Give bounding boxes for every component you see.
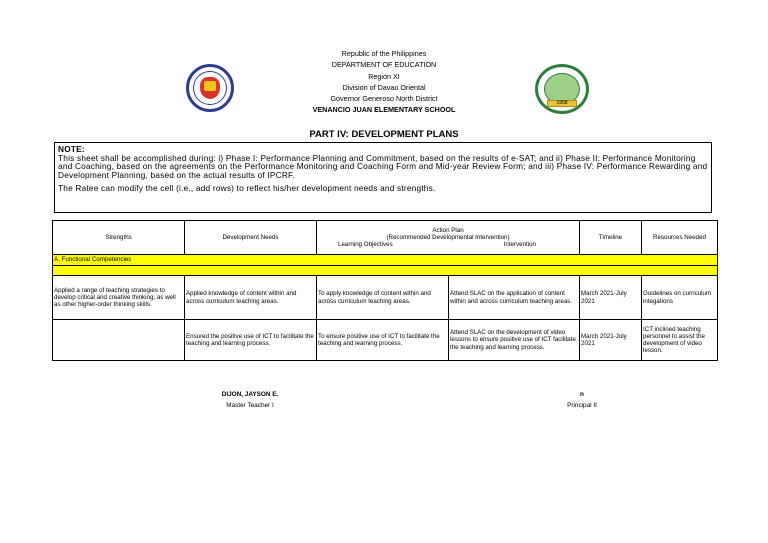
cell-intervention: Attend SLAC on the development of video lessons to ensure positive use of ICT facilitate the teaching and learning process. [449,320,580,361]
cell-resources: ICT inclined teaching personnel to assist the development of video lesson. [642,320,718,361]
spacer-row [53,266,718,276]
header-action-plan [317,221,580,255]
section-label: A. Functional Competencies [53,255,718,266]
cell-intervention: Attend SLAC on the application of content within and across curriculum teaching areas. [449,276,580,320]
cell-timeline: March 2021-July 2021 [580,320,642,361]
header-resources: Resources Needed [642,221,718,255]
section-row [53,255,718,266]
table-header-row [53,221,718,255]
cell-resources: Guidelines on curriculum integations [642,276,718,320]
header-division: Division of Davao Oriental [342,82,426,92]
header-learning-objectives: Learning Objectives [338,241,393,249]
header-action-plan-title: Action Plan [432,226,464,234]
header-strengths: Strengths [53,221,185,255]
ratee-title: Master Teacher I [226,402,274,409]
document-header [0,48,768,116]
ratee-signature [200,389,300,411]
header-school: VENANCIO JUAN ELEMENTARY SCHOOL [312,105,456,115]
table-row [53,276,718,320]
note-box [54,142,712,213]
rater-signature [532,389,632,411]
cell-strengths [53,320,185,361]
cell-learning-objectives: To ensure positive use of ICT to facilitate the teaching and learning process. [317,320,449,361]
cell-learning-objectives: To apply knowledge of content within and across curriculum teaching areas. [317,276,449,320]
header-department: DEPARTMENT OF EDUCATION [331,60,437,70]
header-recommended: (Recommended Developmental Intervention) [386,233,510,241]
note-text-modify: The Ratee can modify the cell (i.e., add rows) to reflect his/her development needs and strengths. [58,183,436,194]
header-intervention: Intervention [503,241,536,249]
cell-strengths: Applied a range of teaching strategies to develop critical and creative thinking, as well as other higher-order thinking skills. [53,276,185,320]
rater-name: n [580,391,584,398]
table-row [53,320,718,361]
ratee-name: DIJON, JAYSON E. [221,391,279,398]
header-region: Region XI [368,71,400,81]
school-seal-year: 1958 [547,100,577,107]
note-label: NOTE: [58,144,85,154]
header-district: Governor Generoso North District [330,94,438,104]
deped-seal-logo [186,64,234,112]
cell-development-needs: Ensured the positive use of ICT to facilitate the teaching and learning process. [185,320,317,361]
note-text-instructions: This sheet shall be accomplished during: i) Phase I: Performance Planning and Commitment, based on the results of e-SAT; and ii) Phase II: Performance Monitoring and Coaching, based on the agreements on the Performance Monitoring and Coaching Form and Mid-year Review Form; and iii) Phase IV: Performance Rewarding and Development Planning, based on the actual results of IPCRF. [58,152,708,180]
header-development-needs: Development Needs [185,221,317,255]
page-title: PART IV: DEVELOPMENT PLANS [309,129,459,140]
cell-timeline: March 2021-July 2021 [580,276,642,320]
development-plan-table [52,220,718,361]
cell-development-needs: Applied knowledge of content within and across curriculum teaching areas. [185,276,317,320]
rater-title: Principal II [567,402,597,409]
header-timeline: Timeline [580,221,642,255]
header-republic: Republic of the Philippines [341,49,427,58]
school-seal-logo [535,64,589,114]
